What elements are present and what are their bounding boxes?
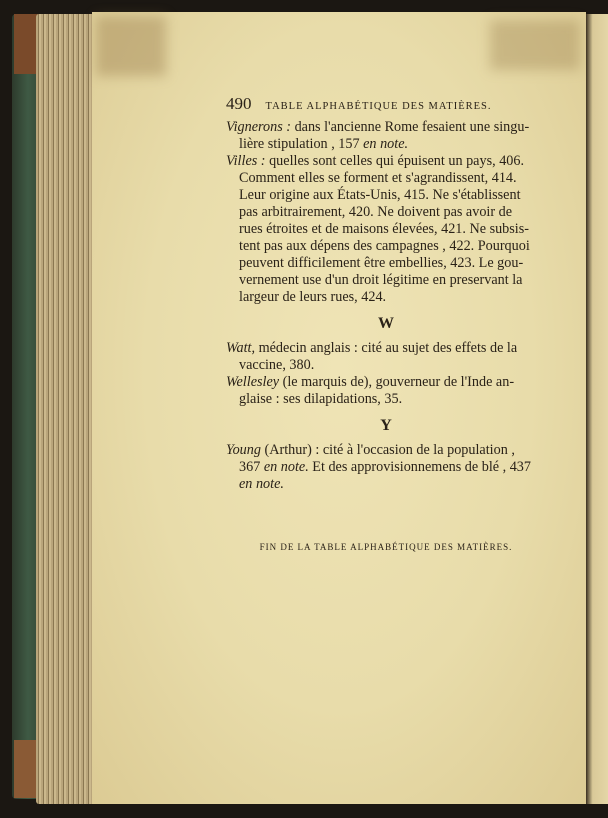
index-entry-line: glaise : ses dilapidations, 35. — [239, 391, 403, 407]
entry-text: médecin anglais : cité au sujet des effets de la — [255, 340, 518, 356]
page-text — [226, 94, 546, 553]
page-number: 490 — [226, 94, 252, 113]
index-entry-line: largeur de leurs rues, 424. — [239, 289, 387, 305]
index-entry-line: Leur origine aux États-Unis, 415. Ne s'établissent — [239, 187, 521, 203]
entry-text: dans l'ancienne Rome fesaient une singu- — [291, 119, 530, 135]
index-entry-line: Comment elles se forment et s'agrandissent, 414. — [239, 170, 517, 186]
index-term: Vignerons : — [226, 119, 292, 135]
index-entry-line: en note. — [239, 476, 284, 492]
index-term: Villes : — [226, 153, 266, 169]
entry-text: (le marquis de), gouverneur de l'Inde an- — [279, 374, 515, 390]
index-entry-line — [226, 459, 546, 476]
index-entry-line — [226, 374, 546, 391]
page-stain — [490, 20, 580, 70]
index-entry-line — [226, 442, 546, 459]
entry-text: quelles sont celles qui épuisent un pays, 406. — [265, 153, 525, 169]
index-entry-line: pas arbitrairement, 420. Ne doivent pas avoir de — [239, 204, 513, 220]
entry-text: lière stipulation , 157 — [239, 136, 364, 152]
index-entry-line: vaccine, 380. — [239, 357, 315, 373]
page-edges — [36, 14, 94, 804]
entry-text: 367 — [239, 459, 264, 475]
index-entry-line — [226, 119, 546, 136]
next-page-edge — [586, 14, 608, 804]
index-entry-line: tent pas aux dépens des campagnes , 422. Pourquoi — [239, 238, 530, 254]
index-entry-line: vernement use d'un droit légitime en preservant la — [239, 272, 523, 288]
section-letter-w: W — [378, 315, 394, 332]
running-title: TABLE ALPHABÉTIQUE DES MATIÈRES. — [265, 101, 492, 112]
index-entry-line — [226, 136, 546, 153]
index-term: Young — [226, 442, 261, 458]
index-entry-line: rues étroites et de maisons élevées, 421. Ne subsis- — [239, 221, 529, 237]
page-stain — [96, 16, 166, 76]
entry-text: Et des approvisionnemens de blé , 437 — [308, 459, 531, 475]
end-of-index-note: FIN DE LA TABLE ALPHABÉTIQUE DES MATIÈRES. — [259, 542, 513, 552]
index-entry-line — [226, 340, 546, 357]
index-term: Wellesley — [226, 374, 280, 390]
entry-text: (Arthur) : cité à l'occasion de la population , — [260, 442, 515, 458]
entry-note: en note. — [363, 136, 409, 152]
entry-note: en note. — [263, 459, 309, 475]
index-term: Watt, — [226, 340, 256, 356]
index-entry-line — [226, 153, 546, 170]
index-entry-line: peuvent difficilement être embellies, 423. Le gou- — [239, 255, 524, 271]
running-header — [226, 94, 546, 117]
section-letter-y: Y — [380, 417, 392, 434]
